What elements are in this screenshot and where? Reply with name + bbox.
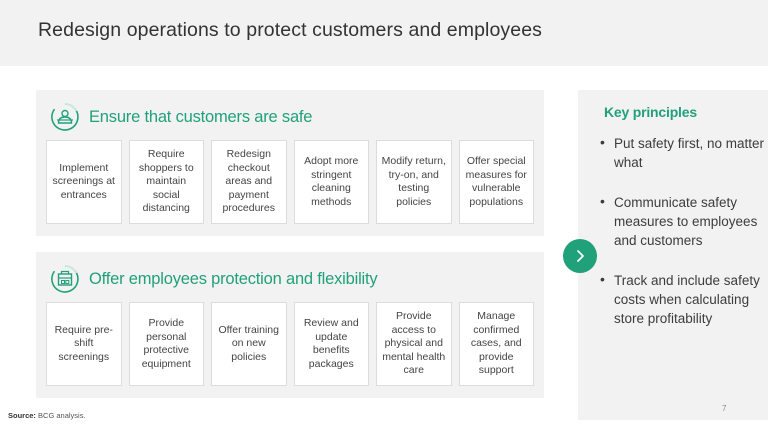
section-customers [36,90,544,236]
card [459,302,535,386]
card-label: Offer special measures for vulnerable populations [465,155,527,208]
key-principles-title: Key principles [604,104,697,120]
card-label: Require shoppers to maintain social distancing [138,148,194,215]
card [294,140,370,224]
card [46,302,122,386]
customer-safety-icon [50,102,80,132]
page-title: Redesign operations to protect customers and employees [38,19,543,41]
card [129,140,205,224]
card [376,140,452,224]
list-item: • Track and include safety costs when calculating store profitability [614,271,768,328]
section-header [36,252,544,302]
card [211,302,287,386]
card-label: Review and update benefits packages [303,317,359,370]
card [459,140,535,224]
key-principles-list [596,134,768,349]
card-row [36,302,544,398]
card [376,302,452,386]
card [294,302,370,386]
card-label: Require pre-shift screenings [54,323,113,363]
card-label: Provide personal protective equipment [141,317,191,370]
card-row [36,140,544,236]
source-note [8,411,86,420]
key-principles-panel [578,90,768,420]
page-number: 7 [722,404,727,413]
card [46,140,122,224]
section-employees [36,252,544,398]
section-title: Ensure that customers are safe [89,107,313,126]
card-label: Redesign checkout areas and payment procedures [222,148,276,215]
card-label: Modify return, try-on, and testing policies [381,155,446,208]
card-label: Offer training on new policies [218,323,279,363]
chevron-right-icon [563,239,597,273]
card [129,302,205,386]
section-header [36,90,544,140]
employee-protection-icon [50,264,80,294]
source-label: Source: [8,411,36,420]
card-label: Manage confirmed cases, and provide support [470,310,522,377]
card-label: Provide access to physical and mental health care [382,310,446,377]
card [211,140,287,224]
card-label: Implement screenings at entrances [52,161,115,201]
source-text: BCG analysis. [38,411,86,420]
slide-header [0,0,768,66]
main-content [36,90,544,414]
list-item: • Put safety first, no matter what [614,134,768,172]
section-title: Offer employees protection and flexibility [89,269,378,288]
card-label: Adopt more stringent cleaning methods [304,155,359,208]
list-item: • Communicate safety measures to employees and customers [614,193,768,250]
